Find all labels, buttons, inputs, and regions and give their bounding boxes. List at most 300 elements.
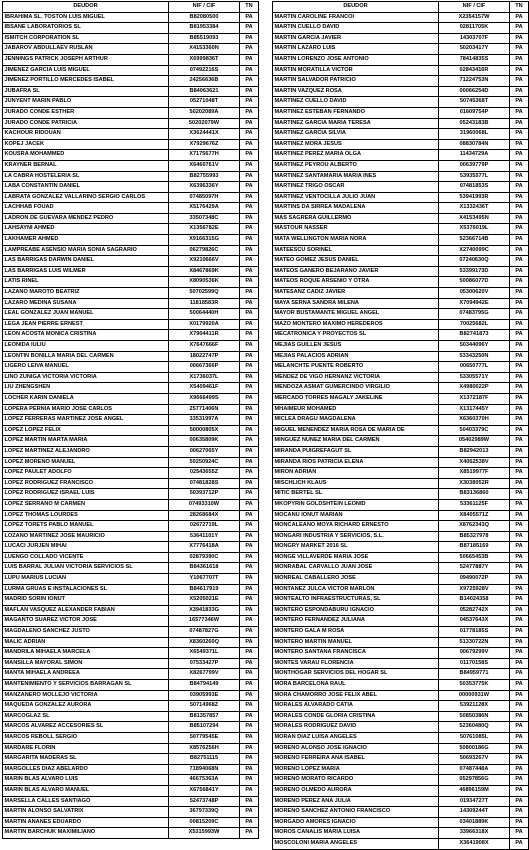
table-row xyxy=(273,139,529,150)
debtor-name-cell: MORGADO AMORES IGNACIO xyxy=(273,817,439,828)
debtor-name-cell: MARTINEZ TRIGO OSCAR xyxy=(273,182,439,193)
debtor-name-cell: MONREAL CABALLERO JOSE xyxy=(273,574,439,585)
table-row xyxy=(3,658,259,669)
table-row xyxy=(3,436,259,447)
tn-cell: PA xyxy=(240,828,259,839)
table-row xyxy=(273,510,529,521)
tn-cell: PA xyxy=(240,330,259,341)
nif-cell: 04537643X xyxy=(439,616,510,627)
debtor-name-cell: JUBAFRA SL xyxy=(3,86,169,97)
tn-cell: PA xyxy=(510,605,529,616)
debtor-name-cell: MINGUEZ NUNEZ MARIA DEL CARMEN xyxy=(273,436,439,447)
tn-cell: PA xyxy=(510,701,529,712)
tn-cell: PA xyxy=(510,298,529,309)
debtor-name-cell: MECATRONICA Y PROYECTOS SL xyxy=(273,330,439,341)
table-row xyxy=(273,658,529,669)
nif-cell: 71894068N xyxy=(169,764,240,775)
nif-cell: X2740099C xyxy=(439,245,510,256)
debtor-name-cell: MONTERO ESPONDABURU IGNACIO xyxy=(273,605,439,616)
debtor-name-cell: MARTINS DA SIRREA MADALENA xyxy=(273,203,439,214)
table-row xyxy=(3,489,259,500)
table-row xyxy=(273,563,529,574)
debtor-name-cell: MARSELLA CALLES SANTIAGO xyxy=(3,796,169,807)
header-debtor: DEUDOR xyxy=(3,2,169,13)
table-row xyxy=(273,722,529,733)
table-row xyxy=(3,182,259,193)
nif-cell: 01778185S xyxy=(439,627,510,638)
debtor-name-cell: LOPEZ TORETS PABLO MANUEL xyxy=(3,521,169,532)
table-row xyxy=(3,425,259,436)
tn-cell: PA xyxy=(240,118,259,129)
nif-cell: 50850386N xyxy=(439,711,510,722)
table-row xyxy=(3,330,259,341)
debtor-name-cell: MIRANDA PUIGREFAGUT SL xyxy=(273,446,439,457)
debtor-name-cell: MARCOS ALVAREZ ACCESORIES SL xyxy=(3,722,169,733)
tn-cell: PA xyxy=(240,478,259,489)
debtor-name-cell: MONRABAL CARVALLO JUAN JOSE xyxy=(273,563,439,574)
debtor-name-cell: MARTIN LORENZO JOSE ANTONIO xyxy=(273,54,439,65)
tn-cell: PA xyxy=(510,245,529,256)
nif-cell: 06279826C xyxy=(169,245,240,256)
table-row xyxy=(273,817,529,828)
nif-cell: 50202089A xyxy=(169,107,240,118)
nif-cell: 02879390C xyxy=(169,552,240,563)
nif-cell: 07240630Q xyxy=(439,256,510,267)
debtor-name-cell: JIMENEZ GARCIA LUIS MIGUEL xyxy=(3,65,169,76)
debtor-name-cell: MARCOS REBOLL SERGIO xyxy=(3,732,169,743)
nif-cell: 53361125F xyxy=(439,499,510,510)
nif-cell: 50693267V xyxy=(439,754,510,765)
tn-cell: PA xyxy=(510,160,529,171)
nif-cell: X2354157W xyxy=(439,12,510,23)
table-row xyxy=(3,828,259,839)
debtor-name-cell: LOPERA PERNIA MARIO JOSE CARLOS xyxy=(3,404,169,415)
debtor-name-cell: MANTA MIHAELA ANDREEA xyxy=(3,669,169,680)
table-row xyxy=(3,309,259,320)
tn-cell: PA xyxy=(240,701,259,712)
nif-cell: 07481828S xyxy=(169,478,240,489)
tn-cell: PA xyxy=(510,33,529,44)
table-row xyxy=(3,288,259,299)
nif-cell: 05402989W xyxy=(439,436,510,447)
tn-cell: PA xyxy=(510,711,529,722)
nif-cell: X5176429A xyxy=(169,203,240,214)
table-row xyxy=(3,341,259,352)
nif-cell: B82942013 xyxy=(439,446,510,457)
nif-cell: B81953384 xyxy=(169,23,240,34)
tn-cell: PA xyxy=(510,224,529,235)
tn-cell: PA xyxy=(510,658,529,669)
nif-cell: B82755993 xyxy=(169,171,240,182)
debtor-name-cell: MORENO LOPEZ MARIA xyxy=(273,764,439,775)
debtor-name-cell: MEJIAS GUILLEN JESUS xyxy=(273,341,439,352)
tn-cell: PA xyxy=(240,425,259,436)
nif-cell: X5409461F xyxy=(169,383,240,394)
nif-cell: X7776418A xyxy=(169,542,240,553)
table-row xyxy=(273,754,529,765)
nif-cell: 52473748P xyxy=(169,796,240,807)
nif-cell: 11818583R xyxy=(169,298,240,309)
debtor-rows-left xyxy=(3,12,259,838)
header-nif: NIF / CIF xyxy=(439,2,510,13)
debtor-name-cell: LINO ZUNIGA VICTORIA VICTORIA xyxy=(3,372,169,383)
debtor-name-cell: KACHOUR RIDOUAN xyxy=(3,129,169,140)
table-row xyxy=(273,383,529,394)
table-row xyxy=(273,584,529,595)
table-row xyxy=(3,139,259,150)
nif-cell: Y1067707T xyxy=(169,574,240,585)
tn-cell: PA xyxy=(510,637,529,648)
nif-cell: 50702599Q xyxy=(169,288,240,299)
table-row xyxy=(273,701,529,712)
tn-cell: PA xyxy=(510,499,529,510)
debtor-name-cell: MAFLAN VASQUEZ ALEXANDER FABIAN xyxy=(3,605,169,616)
debtor-name-cell: MARIN BLAS ALVARO MANUEL xyxy=(3,785,169,796)
table-row xyxy=(273,298,529,309)
table-row xyxy=(3,65,259,76)
tn-cell: PA xyxy=(240,393,259,404)
debtor-name-cell: LEAL GONZALEZ JUAN MANUEL xyxy=(3,309,169,320)
tn-cell: PA xyxy=(510,743,529,754)
nif-cell: 07487448A xyxy=(439,764,510,775)
tn-cell: PA xyxy=(510,256,529,267)
tn-cell: PA xyxy=(510,775,529,786)
table-row xyxy=(3,362,259,373)
debtor-name-cell: MICLEA DRAGU MAGDALENA xyxy=(273,415,439,426)
debtor-name-cell: MONTERO MARTIN MANUEL xyxy=(273,637,439,648)
debtor-name-cell: MHAIMEUR MOHAMED xyxy=(273,404,439,415)
debtor-name-cell: MORAN DIAZ LUISA ANGELES xyxy=(273,732,439,743)
nif-cell: X4980022P xyxy=(439,383,510,394)
nif-cell: X5315993W xyxy=(169,828,240,839)
debtor-name-cell: MANDRILA MIHAELA MARCELA xyxy=(3,648,169,659)
nif-cell: 53641101Y xyxy=(169,531,240,542)
table-row xyxy=(3,605,259,616)
debtor-name-cell: MARTINEZ PEYROU ALBERTO xyxy=(273,160,439,171)
tn-cell: PA xyxy=(240,44,259,55)
table-row xyxy=(273,521,529,532)
nif-cell: B84959771 xyxy=(439,669,510,680)
table-row xyxy=(273,648,529,659)
debtor-name-cell: MIRON ADRIAN xyxy=(273,468,439,479)
debtor-name-cell: LOPEZ THOMAS LOURDES xyxy=(3,510,169,521)
tn-cell: PA xyxy=(510,309,529,320)
debtor-name-cell: LAKHAMER AHMED xyxy=(3,235,169,246)
tn-cell: PA xyxy=(240,754,259,765)
debtor-name-cell: LUPU MARIUS LUCIAN xyxy=(3,574,169,585)
tn-cell: PA xyxy=(240,627,259,638)
table-row xyxy=(3,669,259,680)
debtor-name-cell: MERCADO TORRES MAGALY JAKELINE xyxy=(273,393,439,404)
debtor-name-cell: LEON ACOSTA MONICA CRISTINA xyxy=(3,330,169,341)
nif-cell: 07483795G xyxy=(439,309,510,320)
nif-cell: 00627065Y xyxy=(169,446,240,457)
nif-cell: 50086077D xyxy=(439,277,510,288)
nif-cell: 14309244T xyxy=(439,807,510,818)
tn-cell: PA xyxy=(240,658,259,669)
debtor-name-cell: MONGARI INDUSTRIA Y SERVICIOS, S.L. xyxy=(273,531,439,542)
table-row xyxy=(273,362,529,373)
nif-cell: X1317445Y xyxy=(439,404,510,415)
table-row xyxy=(3,457,259,468)
tn-cell: PA xyxy=(510,97,529,108)
table-row xyxy=(3,383,259,394)
debtor-name-cell: MITIC BERTEL SL xyxy=(273,489,439,500)
table-row xyxy=(3,23,259,34)
nif-cell: 07492216S xyxy=(169,65,240,76)
table-row xyxy=(273,160,529,171)
tn-cell: PA xyxy=(240,637,259,648)
nif-cell: X4062538V xyxy=(439,457,510,468)
table-row xyxy=(3,12,259,23)
nif-cell: 50203417Y xyxy=(439,44,510,55)
debtor-name-cell: MASTOUR NASSER xyxy=(273,224,439,235)
tn-cell: PA xyxy=(240,552,259,563)
debtor-name-cell: MARTIN SALVADOR PATRICIO xyxy=(273,76,439,87)
table-row xyxy=(273,446,529,457)
table-row xyxy=(3,510,259,521)
debtor-name-cell: MAS SAGRERA GUILLERMO xyxy=(273,213,439,224)
table-row xyxy=(3,203,259,214)
table-row xyxy=(3,446,259,457)
debtor-name-cell: MORENO PEREZ ANA JULIA xyxy=(273,796,439,807)
debtor-name-cell: MIRANDA RIOS PATRICIA ELENA xyxy=(273,457,439,468)
nif-cell: X9725928V xyxy=(439,584,510,595)
debtor-name-cell: MORA CHAMORRO JOSE FELIX ABEL xyxy=(273,690,439,701)
nif-cell: X1372187F xyxy=(439,393,510,404)
debtor-name-cell: MARTINEZ VENTOCILLA JULIO JUAN xyxy=(273,192,439,203)
tn-cell: PA xyxy=(510,552,529,563)
table-row xyxy=(3,521,259,532)
table-header-row xyxy=(3,2,259,13)
nif-cell: 07485097H xyxy=(169,192,240,203)
tn-cell: PA xyxy=(240,489,259,500)
debtor-name-cell: LACHHAB FOUAD xyxy=(3,203,169,214)
table-row xyxy=(3,743,259,754)
tn-cell: PA xyxy=(510,648,529,659)
table-row xyxy=(273,627,529,638)
table-row xyxy=(273,86,529,97)
nif-cell: 33966318X xyxy=(439,828,510,839)
nif-cell: X8576256H xyxy=(169,743,240,754)
table-row xyxy=(3,478,259,489)
debtor-name-cell: JURADO CONDE ESTHER xyxy=(3,107,169,118)
table-row xyxy=(3,690,259,701)
table-row xyxy=(273,171,529,182)
table-row xyxy=(3,680,259,691)
debtor-name-cell: LAMPREABE ASENSIO MARIA SONIA SAGRARIO xyxy=(3,245,169,256)
debtor-name-cell: MELANCHTE PUENTE ROBERTO xyxy=(273,362,439,373)
tn-cell: PA xyxy=(240,150,259,161)
nif-cell: X9210666V xyxy=(169,256,240,267)
tn-cell: PA xyxy=(240,203,259,214)
table-row xyxy=(273,436,529,447)
tn-cell: PA xyxy=(510,446,529,457)
debtor-rows-right xyxy=(273,12,529,849)
table-row xyxy=(273,65,529,76)
table-row xyxy=(3,171,259,182)
tn-cell: PA xyxy=(510,182,529,193)
nif-cell: B83136860 xyxy=(439,489,510,500)
debtor-name-cell: MOROS CANALIS MARIA LUISA xyxy=(273,828,439,839)
tn-cell: PA xyxy=(510,489,529,500)
tn-cell: PA xyxy=(240,129,259,140)
tn-cell: PA xyxy=(240,499,259,510)
debtor-name-cell: MONTANEZ JULCA VICTOR MARLON xyxy=(273,584,439,595)
nif-cell: 50000805X xyxy=(169,425,240,436)
table-row xyxy=(3,563,259,574)
tn-cell: PA xyxy=(240,584,259,595)
tn-cell: PA xyxy=(240,510,259,521)
tn-cell: PA xyxy=(510,521,529,532)
debtor-name-cell: KOPEJ JACEK xyxy=(3,139,169,150)
debtor-name-cell: MENDEZ DE VIGO HERNANZ VICTORIA xyxy=(273,372,439,383)
debtor-name-cell: MORALES ALVARADO CATIA xyxy=(273,701,439,712)
tn-cell: PA xyxy=(240,732,259,743)
table-row xyxy=(3,54,259,65)
nif-cell: X7929676Z xyxy=(169,139,240,150)
table-row xyxy=(273,680,529,691)
tn-cell: PA xyxy=(240,319,259,330)
tn-cell: PA xyxy=(510,807,529,818)
tn-cell: PA xyxy=(240,574,259,585)
debtor-name-cell: LIU ZHENGSHEN xyxy=(3,383,169,394)
nif-cell: 52366714B xyxy=(439,235,510,246)
nif-cell: 08830784N xyxy=(439,139,510,150)
debtor-name-cell: MAGANTO SUAREZ VICTOR JOSE xyxy=(3,616,169,627)
nif-cell: X3624441X xyxy=(169,129,240,140)
nif-cell: 00815209C xyxy=(169,817,240,828)
debtor-name-cell: MARTINEZ ESTEBAN FERNANDO xyxy=(273,107,439,118)
debtor-name-cell: MARTINEZ SANTAMARIA MARIA INES xyxy=(273,171,439,182)
table-row xyxy=(273,97,529,108)
nif-cell: 09490072P xyxy=(439,574,510,585)
nif-cell: 50761085L xyxy=(439,732,510,743)
tn-cell: PA xyxy=(240,235,259,246)
debtor-name-cell: LABRATA GONZALEZ VALLARINO SERGIO CARLOS xyxy=(3,192,169,203)
tn-cell: PA xyxy=(510,404,529,415)
table-row xyxy=(273,266,529,277)
tn-cell: PA xyxy=(240,542,259,553)
debtor-name-cell: MORENO OLMEDO AURORA xyxy=(273,785,439,796)
nif-cell: 33531997A xyxy=(169,415,240,426)
tn-cell: PA xyxy=(510,150,529,161)
nif-cell: 50714968Z xyxy=(169,701,240,712)
tn-cell: PA xyxy=(510,754,529,765)
nif-cell: 50064440H xyxy=(169,309,240,320)
nif-cell: 00650777L xyxy=(439,362,510,373)
header-debtor: DEUDOR xyxy=(273,2,439,13)
tn-cell: PA xyxy=(510,393,529,404)
tn-cell: PA xyxy=(240,97,259,108)
table-row xyxy=(273,807,529,818)
debtor-name-cell: MATEOS ROQUE ARSENIO Y OTRA xyxy=(273,277,439,288)
tn-cell: PA xyxy=(240,182,259,193)
nif-cell: 52360480Q xyxy=(439,722,510,733)
table-row xyxy=(273,203,529,214)
debtor-name-cell: LA CABRA HOSTELERIA SL xyxy=(3,171,169,182)
tn-cell: PA xyxy=(240,107,259,118)
table-row xyxy=(273,213,529,224)
debtor-name-cell: LOPEZ SERRANO M CARMEN xyxy=(3,499,169,510)
nif-cell: 01609754P xyxy=(439,107,510,118)
debtor-name-cell: LEONIDA IULIU xyxy=(3,341,169,352)
nif-cell: 03905993E xyxy=(169,690,240,701)
table-row xyxy=(273,23,529,34)
tn-cell: PA xyxy=(240,595,259,606)
table-row xyxy=(273,415,529,426)
table-row xyxy=(273,743,529,754)
nif-cell: 50393712P xyxy=(169,489,240,500)
debtor-table-left xyxy=(2,1,259,839)
nif-cell: 01170158S xyxy=(439,658,510,669)
debtor-name-cell: LEONTIN BONILLA MARIA DEL CARMEN xyxy=(3,351,169,362)
tn-cell: PA xyxy=(240,690,259,701)
debtor-name-cell: MARTIN BARCHUK MAXIMILIANO xyxy=(3,828,169,839)
tn-cell: PA xyxy=(510,616,529,627)
tn-cell: PA xyxy=(510,478,529,489)
table-row xyxy=(273,330,529,341)
table-row xyxy=(3,627,259,638)
table-row xyxy=(273,235,529,246)
nif-cell: 50800186G xyxy=(439,743,510,754)
tn-cell: PA xyxy=(240,436,259,447)
table-row xyxy=(273,277,529,288)
tn-cell: PA xyxy=(510,574,529,585)
nif-cell: X8090536K xyxy=(169,277,240,288)
table-row xyxy=(3,192,259,203)
debtor-name-cell: MATESANZ CADIZ JAVIER xyxy=(273,288,439,299)
tn-cell: PA xyxy=(240,722,259,733)
nif-cell: 50403379C xyxy=(439,425,510,436)
tn-cell: PA xyxy=(240,468,259,479)
nif-cell: X8267799V xyxy=(169,669,240,680)
debtor-name-cell: MARTIN GARCIA JAVIER xyxy=(273,33,439,44)
debtor-name-cell: MISCHLICH KLAUS xyxy=(273,478,439,489)
debtor-name-cell: LOPEZ RODRIGUEZ FRANCISCO xyxy=(3,478,169,489)
nif-cell: 00066254D xyxy=(439,86,510,97)
tn-cell: PA xyxy=(510,319,529,330)
tn-cell: PA xyxy=(510,680,529,691)
table-row xyxy=(3,129,259,140)
tn-cell: PA xyxy=(240,245,259,256)
debtor-name-cell: LEGA JEAN PIERRE ERNEST xyxy=(3,319,169,330)
table-row xyxy=(3,754,259,765)
nif-cell: 46896159M xyxy=(439,785,510,796)
debtor-name-cell: LOZANO MARTINEZ JOSE MAURICIO xyxy=(3,531,169,542)
table-row xyxy=(273,118,529,129)
debtor-name-cell: LAS BARRIGAS DARWIN DANIEL xyxy=(3,256,169,267)
nif-cell: 36797339Q xyxy=(169,807,240,818)
header-tn: TN xyxy=(240,2,259,13)
debtor-name-cell: MARTIN MORATILLA VICTOR xyxy=(273,65,439,76)
nif-cell: 11434729A xyxy=(439,150,510,161)
tn-cell: PA xyxy=(240,796,259,807)
nif-cell: B14024358 xyxy=(439,595,510,606)
nif-cell: X3641908X xyxy=(439,838,510,849)
table-row xyxy=(273,76,529,87)
nif-cell: 53935577L xyxy=(439,171,510,182)
debtor-name-cell: LOPEZ FERRERAS MARTINEZ JOSE ANGEL xyxy=(3,415,169,426)
nif-cell: X8467869K xyxy=(169,266,240,277)
debtor-name-cell: ISMITCH CORPORATION SL xyxy=(3,33,169,44)
debtor-name-cell: LAS BARRIGAS LUIS WILMER xyxy=(3,266,169,277)
tn-cell: PA xyxy=(240,23,259,34)
tn-cell: PA xyxy=(510,425,529,436)
header-tn: TN xyxy=(510,2,529,13)
tn-cell: PA xyxy=(240,817,259,828)
debtor-name-cell: LOPEZ MARTINEZ ALEJANDRO xyxy=(3,446,169,457)
